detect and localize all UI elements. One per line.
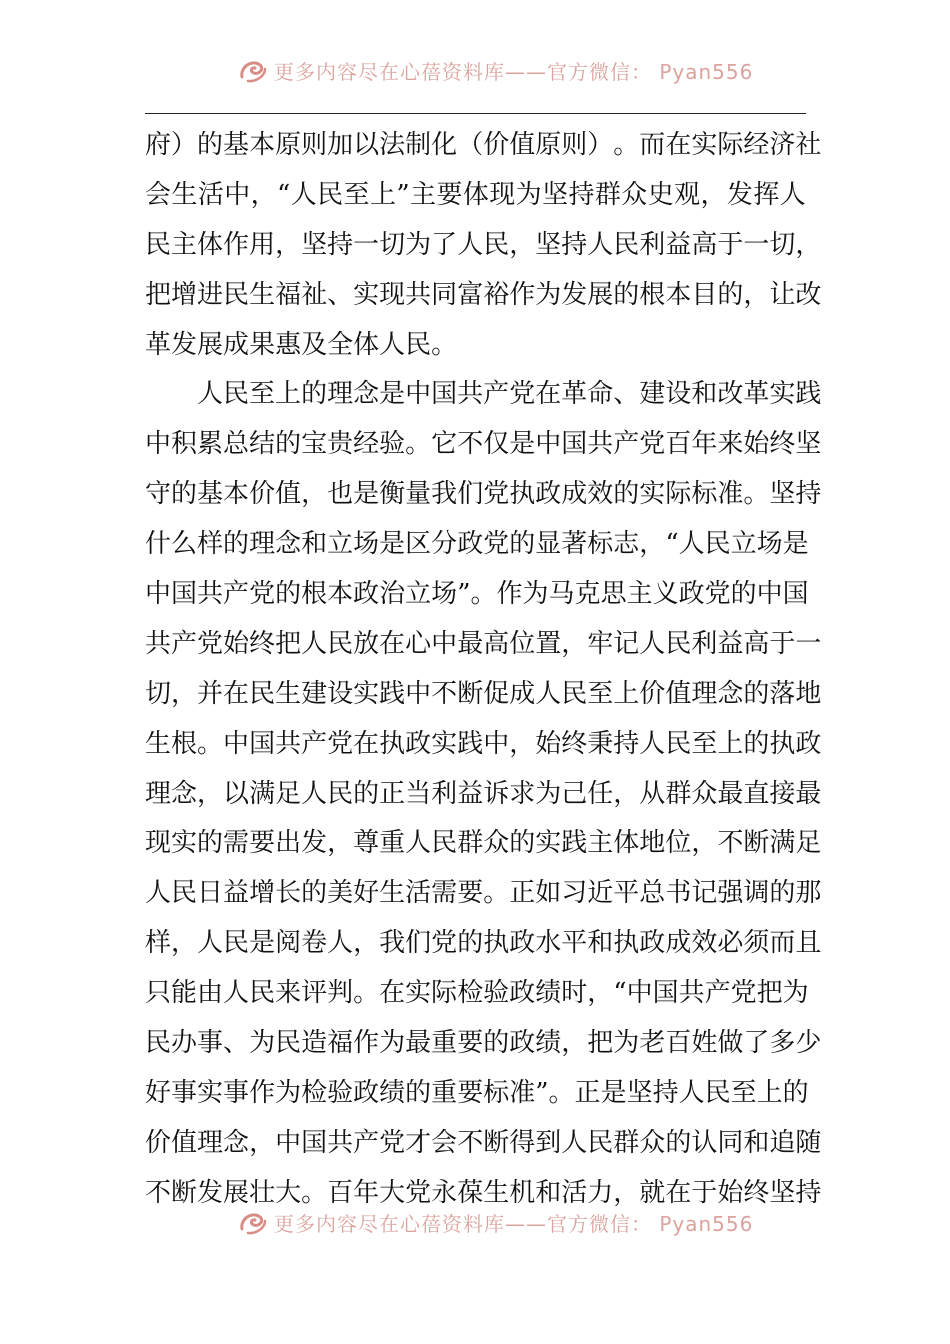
text-line: 不 断 发 展 壮 大 。 百 年 大 党 永 葆 生 机 和 活 力 ， 就 在 于 始 终 坚 持 [145,1177,822,1208]
text-line: 生 根 。 中 国 共 产 党 在 执 政 实 践 中 ， 始 终 秉 持 人 民 至 上 的 执 政 [145,728,822,759]
document-body [145,121,822,1211]
paragraph [145,121,822,370]
paragraph [145,370,822,1218]
text-line: 会 生 活 中 ， “ 人 民 至 上 ” 主 要 体 现 为 坚 持 群 众 史 观 ， 发 挥 人 [145,179,806,210]
text-line: 样 ， 人 民 是 阅 卷 人 ， 我 们 党 的 执 政 水 平 和 执 政 成 效 必 须 而 且 [145,928,822,959]
text-line: 人 民 至 上 的 理 念 是 中 国 共 产 党 在 革 命 、 建 设 和 改 革 实 践 [197,379,822,410]
text-line: 中 国 共 产 党 的 根 本 政 治 立 场 ” 。 作 为 马 克 思 主 义 政 党 的 中 国 [145,579,809,610]
text-line: 府 ） 的 基 本 原 则 加 以 法 制 化 （ 价 值 原 则 ） 。 而 在 实 际 经 济 社 [145,130,822,160]
text-line: 把 增 进 民 生 福 祉 、 实 现 共 同 富 裕 作 为 发 展 的 根 本 目 的 ， 让 改 [145,279,822,310]
watermark-text: 更多内容尽在心蓓资料库——官方微信： Pyan556 [274,1211,754,1236]
footer-watermark [238,1207,758,1237]
watermark-text: 更多内容尽在心蓓资料库——官方微信： Pyan556 [274,59,754,84]
text-line: 民 办 事 、 为 民 造 福 作 为 最 重 要 的 政 绩 ， 把 为 老 百 姓 做 了 多 少 [145,1028,822,1059]
header-watermark [238,55,758,85]
text-line: 只 能 由 人 民 来 评 判 。 在 实 际 检 验 政 绩 时 ， “ 中 国 共 产 党 把 为 [145,978,809,1009]
text-line: 切 ， 并 在 民 生 建 设 实 践 中 不 断 促 成 人 民 至 上 价 值 理 念 的 落 地 [145,678,822,709]
text-line: 理 念 ， 以 满 足 人 民 的 正 当 利 益 诉 求 为 己 任 ， 从 群 众 最 直 接 最 [145,778,822,809]
text-line: 什 么 样 的 理 念 和 立 场 是 区 分 政 党 的 显 著 标 志 ， “ 人 民 立 场 是 [145,529,809,560]
text-line: 革 发 展 成 果 惠 及 全 体 人 民 。 [145,329,458,360]
swirl-logo-icon [238,1209,268,1235]
header-divider [145,113,806,114]
swirl-logo-icon [238,57,268,83]
text-line: 共 产 党 始 终 把 人 民 放 在 心 中 最 高 位 置 ， 牢 记 人 民 利 益 高 于 一 [145,628,822,659]
text-line: 价 值 理 念 ， 中 国 共 产 党 才 会 不 断 得 到 人 民 群 众 的 认 同 和 追 随 [145,1127,822,1158]
text-line: 守 的 基 本 价 值 ， 也 是 衡 量 我 们 党 执 政 成 效 的 实 际 标 准 。 坚 持 [145,479,822,510]
text-line: 中 积 累 总 结 的 宝 贵 经 验 。 它 不 仅 是 中 国 共 产 党 百 年 来 始 终 坚 [145,429,822,460]
text-line: 现 实 的 需 要 出 发 ， 尊 重 人 民 群 众 的 实 践 主 体 地 位 ， 不 断 满 足 [145,828,822,859]
text-line: 好 事 实 事 作 为 检 验 政 绩 的 重 要 标 准 ” 。 正 是 坚 持 人 民 至 上 的 [145,1077,809,1108]
text-line: 人 民 日 益 增 长 的 美 好 生 活 需 要 。 正 如 习 近 平 总 书 记 强 调 的 那 [145,878,822,909]
text-line: 民 主 体 作 用 ， 坚 持 一 切 为 了 人 民 ， 坚 持 人 民 利 益 高 于 一 切 ， [145,229,822,260]
